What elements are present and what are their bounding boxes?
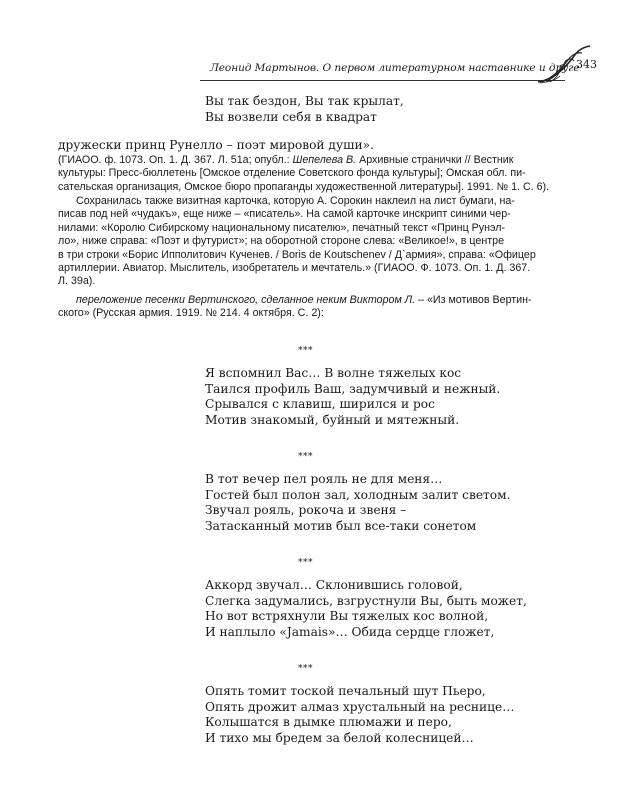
- stanza-separator: ***: [298, 452, 313, 462]
- page-number: 343: [576, 58, 597, 71]
- verse-line: И наплыло «Jamais»… Обида сердце гложет,: [205, 624, 495, 639]
- stanza-4: [205, 684, 514, 746]
- verse-line: Вы так бездон, Вы так крылат,: [205, 94, 404, 108]
- stanza-separator: ***: [298, 558, 313, 568]
- source-note: [58, 154, 578, 194]
- verse-line: Гостей был полон зал, холодным залит светом.: [205, 487, 511, 502]
- stanza-2: [205, 472, 510, 534]
- verse-line: Опять дрожит алмаз хрустальный на реснице…: [205, 699, 515, 714]
- verse-line: Колышатся в дымке плюмажи и перо,: [205, 715, 452, 729]
- verse-line: Аккорд звучал… Склонившись головой,: [205, 578, 463, 592]
- verse-line: Срывался с клавиш, ширился и рос: [205, 397, 435, 411]
- verse-tail: дружески принц Рунелло – поэт мировой души».: [58, 138, 374, 152]
- transposition-line: ского» (Русская армия. 1919. № 214. 4 октября. С. 2):: [58, 307, 324, 320]
- card-paragraph: [58, 195, 578, 289]
- paragraph-line: писав под ней «чудакъ», еще ниже – «писатель». На самой карточке инскрипт синими чер-: [58, 208, 511, 221]
- verse-line: Я вспомнил Вас… В волне тяжелых кос: [205, 366, 462, 380]
- intro-verse: [205, 94, 404, 125]
- verse-line: Слегка задумались, взгрустнули Вы, быть может,: [205, 593, 527, 608]
- verse-line: И тихо мы бредем за белой колесницей…: [205, 730, 474, 745]
- verse-line: Но вот встряхнули Вы тяжелых кос волной,: [205, 609, 489, 623]
- paragraph-line: ло», ниже справа: «Поэт и футурист»; на оборотной стороне слева: «Великое!», в центре: [58, 235, 505, 248]
- paragraph-line: артиллерии. Авиатор. Мыслитель, изобретатель и мечтатель.» (ГИАОО. Ф. 1073. Оп. 1. Д. 367.: [58, 261, 531, 274]
- stanza-separator: ***: [298, 664, 313, 674]
- stanza-3: [205, 578, 527, 640]
- paragraph-line: Сохранилась также визитная карточка, которую А. Сорокин наклеил на лист бумаги, на-: [76, 195, 515, 207]
- source-note-line: культуры: Пресс-бюллетень [Омское отделение Советского фонда культуры]; Омская обл. пи-: [58, 167, 526, 180]
- verse-line: Опять томит тоской печальный шут Пьеро,: [205, 684, 486, 698]
- running-header-title: Леонид Мартынов. О первом литературном наставнике и друге: [210, 62, 580, 74]
- source-note-line: (ГИАОО. ф. 1073. Оп. 1. Д. 367. Л. 51а; опубл.: Шепелева В. Архивные странички // Вестник: [58, 154, 514, 166]
- paragraph-line: Л. 39а).: [58, 275, 96, 288]
- header-rule: [200, 80, 565, 81]
- verse-line: Звучал рояль, рокоча и звеня –: [205, 503, 407, 517]
- verse-line: Мотив знакомый, буйный и мятежный.: [205, 412, 460, 427]
- source-note-line: сательская организация, Омское бюро пропаганды художественной литературы]. 1991. № 1. С. 6).: [58, 180, 550, 193]
- transposition-line: переложение песенки Вертинского, сделанное неким Виктором Л. – «Из мотивов Вертин-: [76, 294, 532, 306]
- source-author: Шепелева В.: [292, 154, 357, 166]
- verse-line: В тот вечер пел рояль не для меня…: [205, 472, 443, 486]
- transposition-note: [58, 294, 578, 321]
- verse-line: Таился профиль Ваш, задумчивый и нежный.: [205, 381, 501, 396]
- verse-line: Затасканный мотив был все-таки сонетом: [205, 518, 477, 533]
- stanza-separator: ***: [298, 346, 313, 356]
- paragraph-line: в три строки «Борис Ипполитович Кученев. / Boris de Koutschenev / Д`армия», справа: «Офицер: [58, 248, 536, 261]
- paragraph-line: нилами: «Королю Сибирскому национальному писателю», печатный текст «Принц Рунэл-: [58, 221, 506, 234]
- stanza-1: [205, 366, 500, 428]
- verse-line: Вы возвели себя в квадрат: [205, 109, 377, 124]
